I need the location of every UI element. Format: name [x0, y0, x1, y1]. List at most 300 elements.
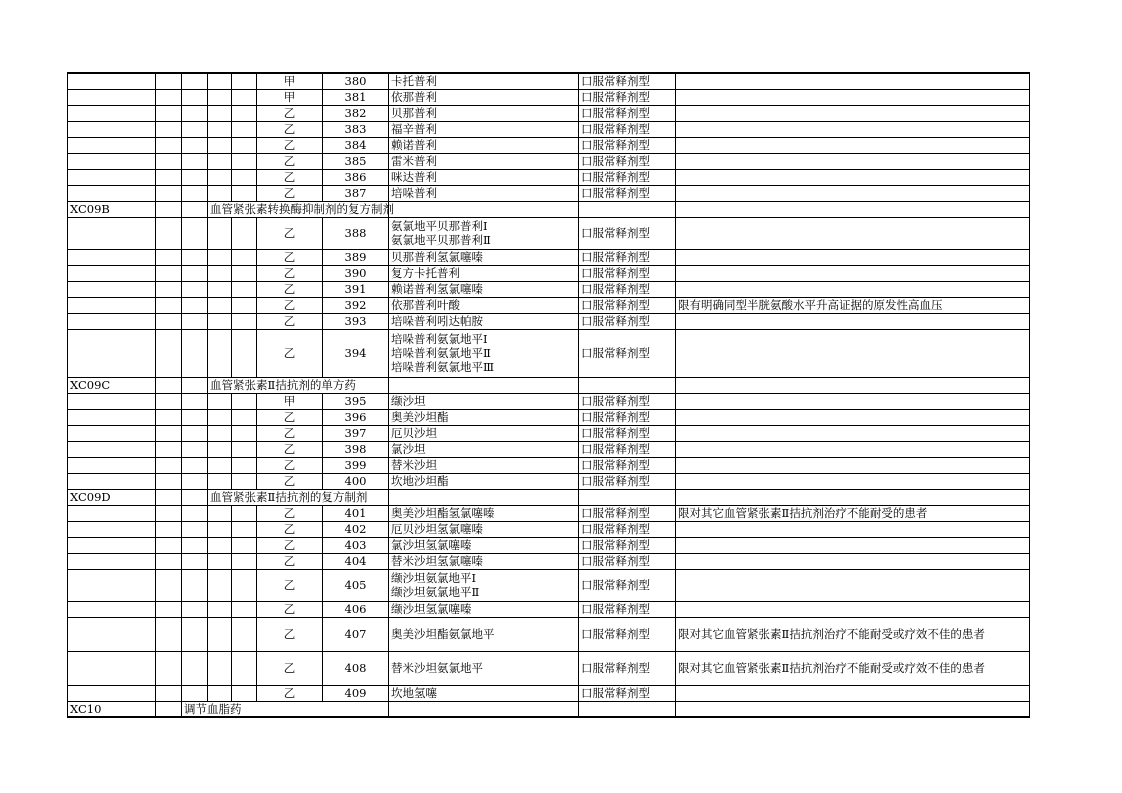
empty-cell: [232, 601, 257, 617]
number-cell: 394: [323, 329, 389, 377]
drug-name-line: 氯沙坦氢氯噻嗪: [391, 538, 472, 552]
grade-cell: 乙: [257, 137, 323, 153]
empty-cell: [156, 265, 182, 281]
drug-name-cell: [389, 185, 579, 201]
empty-cell: [208, 329, 232, 377]
table-body: [68, 73, 1030, 717]
category-label: 血管紧张素Ⅱ拮抗剂的单方药: [208, 377, 389, 393]
empty-cell: [208, 185, 232, 201]
grade-cell: 乙: [257, 329, 323, 377]
empty-cell: [208, 537, 232, 553]
empty-cell: [156, 569, 182, 601]
empty-cell: [156, 73, 182, 89]
empty-cell: [232, 265, 257, 281]
dosage-form-cell: 口服常释剂型: [579, 265, 676, 281]
category-row: [68, 489, 1030, 505]
drug-name-line: 培哚普利氨氯地平Ⅱ: [391, 346, 491, 360]
number-cell: 397: [323, 425, 389, 441]
table-row: [68, 249, 1030, 265]
restriction-note-cell: [676, 329, 1030, 377]
drug-name-cell: [389, 313, 579, 329]
category-row: [68, 701, 1030, 717]
empty-cell: [182, 685, 208, 701]
category-label: 血管紧张素Ⅱ拮抗剂的复方制剂: [208, 489, 389, 505]
table-row: [68, 521, 1030, 537]
number-cell: 386: [323, 169, 389, 185]
table-row: [68, 441, 1030, 457]
grade-cell: 乙: [257, 553, 323, 569]
empty-cell: [156, 169, 182, 185]
empty-cell: [208, 601, 232, 617]
form-cell: [676, 377, 1030, 393]
category-code: XC09B: [68, 201, 156, 217]
restriction-note-cell: [676, 137, 1030, 153]
table-row: [68, 169, 1030, 185]
number-cell: 380: [323, 73, 389, 89]
dosage-form-cell: 口服常释剂型: [579, 169, 676, 185]
empty-cell: [208, 137, 232, 153]
drug-name-cell: [389, 457, 579, 473]
empty-cell: [182, 569, 208, 601]
empty-cell: [156, 505, 182, 521]
empty-cell: [208, 685, 232, 701]
grade-cell: 乙: [257, 249, 323, 265]
empty-cell: [208, 249, 232, 265]
drug-name-cell: [389, 217, 579, 249]
empty-cell: [182, 105, 208, 121]
empty-cell: [182, 441, 208, 457]
drug-name-line: 雷米普利: [391, 154, 437, 168]
number-cell: 382: [323, 105, 389, 121]
drug-name-line: 替米沙坦氨氯地平: [391, 661, 483, 675]
dosage-form-cell: 口服常释剂型: [579, 553, 676, 569]
table-row: [68, 73, 1030, 89]
restriction-note-cell: [676, 185, 1030, 201]
dosage-form-cell: 口服常释剂型: [579, 425, 676, 441]
drug-name-line: 氨氯地平贝那普利Ⅱ: [391, 233, 491, 247]
atc-code-cell: [68, 121, 156, 137]
dosage-form-cell: 口服常释剂型: [579, 569, 676, 601]
empty-cell: [232, 521, 257, 537]
table-row: [68, 537, 1030, 553]
empty-cell: [156, 489, 182, 505]
drug-name-line: 复方卡托普利: [391, 266, 460, 280]
drug-name-line: 依那普利叶酸: [391, 298, 460, 312]
drug-name-cell: [389, 89, 579, 105]
empty-cell: [232, 393, 257, 409]
empty-cell: [182, 537, 208, 553]
atc-code-cell: [68, 425, 156, 441]
empty-cell: [208, 393, 232, 409]
empty-cell: [208, 169, 232, 185]
name-cell: [579, 377, 676, 393]
drug-name-cell: [389, 265, 579, 281]
dosage-form-cell: 口服常释剂型: [579, 137, 676, 153]
restriction-note-cell: [676, 473, 1030, 489]
dosage-form-cell: 口服常释剂型: [579, 601, 676, 617]
empty-cell: [208, 617, 232, 651]
atc-code-cell: [68, 105, 156, 121]
dosage-form-cell: 口服常释剂型: [579, 313, 676, 329]
empty-cell: [156, 537, 182, 553]
drug-name-line: 厄贝沙坦: [391, 426, 437, 440]
dosage-form-cell: 口服常释剂型: [579, 521, 676, 537]
dosage-form-cell: 口服常释剂型: [579, 297, 676, 313]
restriction-note-cell: [676, 217, 1030, 249]
atc-code-cell: [68, 409, 156, 425]
empty-cell: [156, 617, 182, 651]
category-row: [68, 377, 1030, 393]
empty-cell: [156, 105, 182, 121]
drug-name-cell: [389, 121, 579, 137]
drug-name-line: 氯沙坦: [391, 442, 426, 456]
drug-name-line: 赖诺普利氢氯噻嗪: [391, 282, 483, 296]
drug-name-line: 培哚普利: [391, 186, 437, 200]
dosage-form-cell: 口服常释剂型: [579, 685, 676, 701]
table-row: [68, 329, 1030, 377]
drug-name-cell: [389, 617, 579, 651]
drug-name-line: 福辛普利: [391, 122, 437, 136]
drug-name-cell: [389, 105, 579, 121]
restriction-note-cell: [676, 265, 1030, 281]
empty-cell: [182, 505, 208, 521]
empty-cell: [182, 521, 208, 537]
drug-list-table: [67, 72, 1030, 718]
number-cell: 404: [323, 553, 389, 569]
dosage-form-cell: 口服常释剂型: [579, 329, 676, 377]
empty-cell: [208, 425, 232, 441]
table-row: [68, 105, 1030, 121]
drug-name-cell: [389, 425, 579, 441]
empty-cell: [232, 297, 257, 313]
drug-name-cell: [389, 169, 579, 185]
empty-cell: [182, 617, 208, 651]
grade-cell: 乙: [257, 409, 323, 425]
table-row: [68, 505, 1030, 521]
empty-cell: [232, 153, 257, 169]
empty-cell: [182, 137, 208, 153]
atc-code-cell: [68, 217, 156, 249]
drug-name-line: 贝那普利: [391, 106, 437, 120]
empty-cell: [156, 393, 182, 409]
empty-cell: [232, 89, 257, 105]
dosage-form-cell: 口服常释剂型: [579, 441, 676, 457]
empty-cell: [208, 457, 232, 473]
atc-code-cell: [68, 685, 156, 701]
dosage-form-cell: 口服常释剂型: [579, 457, 676, 473]
empty-cell: [208, 105, 232, 121]
empty-cell: [182, 425, 208, 441]
atc-code-cell: [68, 457, 156, 473]
atc-code-cell: [68, 313, 156, 329]
grade-cell: 乙: [257, 537, 323, 553]
grade-cell: 乙: [257, 569, 323, 601]
empty-cell: [182, 473, 208, 489]
grade-cell: 乙: [257, 313, 323, 329]
empty-cell: [232, 185, 257, 201]
atc-code-cell: [68, 521, 156, 537]
drug-name-line: 培哚普利氨氯地平Ⅲ: [391, 360, 495, 374]
restriction-note-cell: 限有明确同型半胱氨酸水平升高证据的原发性高血压: [676, 297, 1030, 313]
dosage-form-cell: 口服常释剂型: [579, 505, 676, 521]
empty-cell: [182, 185, 208, 201]
grade-cell: 乙: [257, 185, 323, 201]
grade-cell: 甲: [257, 393, 323, 409]
atc-code-cell: [68, 473, 156, 489]
drug-name-line: 奥美沙坦酯氢氯噻嗪: [391, 506, 495, 520]
empty-cell: [182, 377, 208, 393]
empty-cell: [156, 121, 182, 137]
empty-cell: [232, 553, 257, 569]
category-label: 血管紧张素转换酶抑制剂的复方制剂: [208, 201, 389, 217]
empty-cell: [232, 249, 257, 265]
form-cell: [676, 701, 1030, 717]
atc-code-cell: [68, 297, 156, 313]
empty-cell: [232, 505, 257, 521]
number-cell: 383: [323, 121, 389, 137]
dosage-form-cell: 口服常释剂型: [579, 73, 676, 89]
empty-cell: [182, 281, 208, 297]
table-row: [68, 297, 1030, 313]
empty-cell: [182, 489, 208, 505]
atc-code-cell: [68, 153, 156, 169]
empty-cell: [232, 329, 257, 377]
restriction-note-cell: 限对其它血管紧张素Ⅱ拮抗剂治疗不能耐受或疗效不佳的患者: [676, 617, 1030, 651]
restriction-note-cell: [676, 281, 1030, 297]
atc-code-cell: [68, 441, 156, 457]
atc-code-cell: [68, 281, 156, 297]
empty-cell: [182, 153, 208, 169]
dosage-form-cell: 口服常释剂型: [579, 105, 676, 121]
grade-cell: 乙: [257, 153, 323, 169]
grade-cell: 乙: [257, 685, 323, 701]
drug-name-cell: [389, 137, 579, 153]
empty-cell: [208, 441, 232, 457]
drug-name-line: 替米沙坦氢氯噻嗪: [391, 554, 483, 568]
restriction-note-cell: [676, 153, 1030, 169]
empty-cell: [156, 521, 182, 537]
atc-code-cell: [68, 89, 156, 105]
empty-cell: [182, 73, 208, 89]
drug-name-line: 依那普利: [391, 90, 437, 104]
dosage-form-cell: 口服常释剂型: [579, 617, 676, 651]
number-cell: 398: [323, 441, 389, 457]
empty-cell: [232, 457, 257, 473]
drug-name-cell: [389, 601, 579, 617]
empty-cell: [156, 409, 182, 425]
empty-cell: [156, 441, 182, 457]
empty-cell: [156, 329, 182, 377]
grade-cell: 乙: [257, 281, 323, 297]
number-cell: 396: [323, 409, 389, 425]
drug-name-line: 缬沙坦氨氯地平Ⅱ: [391, 585, 480, 599]
empty-cell: [182, 457, 208, 473]
restriction-note-cell: [676, 73, 1030, 89]
atc-code-cell: [68, 393, 156, 409]
dosage-form-cell: 口服常释剂型: [579, 537, 676, 553]
table-row: [68, 617, 1030, 651]
empty-cell: [232, 617, 257, 651]
form-cell: [676, 201, 1030, 217]
empty-cell: [208, 651, 232, 685]
number-cell: 391: [323, 281, 389, 297]
atc-code-cell: [68, 329, 156, 377]
empty-cell: [208, 121, 232, 137]
empty-cell: [208, 73, 232, 89]
drug-name-line: 氨氯地平贝那普利Ⅰ: [391, 219, 488, 233]
number-cell: 402: [323, 521, 389, 537]
table-row: [68, 553, 1030, 569]
atc-code-cell: [68, 169, 156, 185]
drug-name-line: 培哚普利吲达帕胺: [391, 314, 483, 328]
empty-cell: [156, 89, 182, 105]
empty-cell: [232, 73, 257, 89]
empty-cell: [156, 281, 182, 297]
name-cell: [579, 701, 676, 717]
drug-name-cell: [389, 569, 579, 601]
empty-cell: [232, 105, 257, 121]
empty-cell: [156, 651, 182, 685]
drug-name-line: 缬沙坦: [391, 394, 426, 408]
number-cell: 387: [323, 185, 389, 201]
restriction-note-cell: 限对其它血管紧张素Ⅱ拮抗剂治疗不能耐受或疗效不佳的患者: [676, 651, 1030, 685]
dosage-form-cell: 口服常释剂型: [579, 217, 676, 249]
drug-name-line: 奥美沙坦酯: [391, 410, 449, 424]
empty-cell: [232, 217, 257, 249]
drug-name-cell: [389, 409, 579, 425]
number-cell: 393: [323, 313, 389, 329]
empty-cell: [208, 217, 232, 249]
empty-cell: [182, 249, 208, 265]
empty-cell: [156, 217, 182, 249]
table-row: [68, 685, 1030, 701]
grade-cell: 乙: [257, 505, 323, 521]
dosage-form-cell: 口服常释剂型: [579, 121, 676, 137]
empty-cell: [156, 153, 182, 169]
empty-cell: [182, 651, 208, 685]
empty-cell: [156, 685, 182, 701]
restriction-note-cell: [676, 169, 1030, 185]
empty-cell: [208, 89, 232, 105]
empty-cell: [182, 393, 208, 409]
grade-cell: 乙: [257, 425, 323, 441]
grade-cell: 乙: [257, 441, 323, 457]
restriction-note-cell: [676, 553, 1030, 569]
empty-cell: [182, 601, 208, 617]
atc-code-cell: [68, 537, 156, 553]
category-label: 调节血脂药: [182, 701, 389, 717]
empty-cell: [182, 169, 208, 185]
empty-cell: [208, 473, 232, 489]
table-row: [68, 185, 1030, 201]
grade-cell: 乙: [257, 169, 323, 185]
restriction-note-cell: [676, 121, 1030, 137]
empty-cell: [208, 553, 232, 569]
empty-cell: [232, 441, 257, 457]
empty-cell: [232, 569, 257, 601]
empty-cell: [208, 281, 232, 297]
empty-cell: [156, 201, 182, 217]
number-cell: 408: [323, 651, 389, 685]
empty-cell: [156, 249, 182, 265]
empty-cell: [208, 313, 232, 329]
dosage-form-cell: 口服常释剂型: [579, 281, 676, 297]
number-cell: 390: [323, 265, 389, 281]
restriction-note-cell: [676, 521, 1030, 537]
restriction-note-cell: [676, 89, 1030, 105]
drug-name-line: 贝那普利氢氯噻嗪: [391, 250, 483, 264]
drug-name-cell: [389, 249, 579, 265]
number-cell: 384: [323, 137, 389, 153]
grade-cell: 乙: [257, 457, 323, 473]
grade-cell: 乙: [257, 265, 323, 281]
empty-cell: [156, 425, 182, 441]
grade-cell: 乙: [257, 217, 323, 249]
dosage-form-cell: 口服常释剂型: [579, 89, 676, 105]
atc-code-cell: [68, 137, 156, 153]
number-cell: 403: [323, 537, 389, 553]
drug-name-line: 缬沙坦氢氯噻嗪: [391, 602, 472, 616]
empty-cell: [232, 169, 257, 185]
table-row: [68, 651, 1030, 685]
name-cell: [579, 489, 676, 505]
empty-cell: [156, 457, 182, 473]
drug-name-cell: [389, 393, 579, 409]
restriction-note-cell: [676, 457, 1030, 473]
drug-name-cell: [389, 505, 579, 521]
empty-cell: [182, 409, 208, 425]
table-row: [68, 457, 1030, 473]
grade-cell: 乙: [257, 617, 323, 651]
drug-name-cell: [389, 651, 579, 685]
restriction-note-cell: [676, 105, 1030, 121]
category-code: XC10: [68, 701, 156, 717]
drug-name-cell: [389, 281, 579, 297]
drug-name-cell: [389, 553, 579, 569]
grade-cell: 乙: [257, 601, 323, 617]
drug-name-cell: [389, 685, 579, 701]
empty-cell: [232, 121, 257, 137]
table-row: [68, 153, 1030, 169]
empty-cell: [156, 185, 182, 201]
restriction-note-cell: [676, 393, 1030, 409]
drug-name-line: 培哚普利氨氯地平Ⅰ: [391, 332, 488, 346]
drug-name-cell: [389, 537, 579, 553]
empty-cell: [232, 651, 257, 685]
dosage-form-cell: 口服常释剂型: [579, 249, 676, 265]
empty-cell: [182, 265, 208, 281]
table-row: [68, 281, 1030, 297]
table-row: [68, 601, 1030, 617]
empty-cell: [182, 89, 208, 105]
restriction-note-cell: [676, 249, 1030, 265]
empty-cell: [208, 521, 232, 537]
drug-name-line: 替米沙坦: [391, 458, 437, 472]
drug-name-cell: [389, 473, 579, 489]
number-cell: 392: [323, 297, 389, 313]
drug-name-cell: [389, 329, 579, 377]
empty-cell: [208, 297, 232, 313]
empty-cell: [156, 313, 182, 329]
atc-code-cell: [68, 651, 156, 685]
empty-cell: [182, 201, 208, 217]
empty-cell: [232, 537, 257, 553]
grade-cell: 乙: [257, 105, 323, 121]
num-cell: [389, 701, 579, 717]
grade-cell: 甲: [257, 73, 323, 89]
empty-cell: [208, 409, 232, 425]
empty-cell: [208, 153, 232, 169]
